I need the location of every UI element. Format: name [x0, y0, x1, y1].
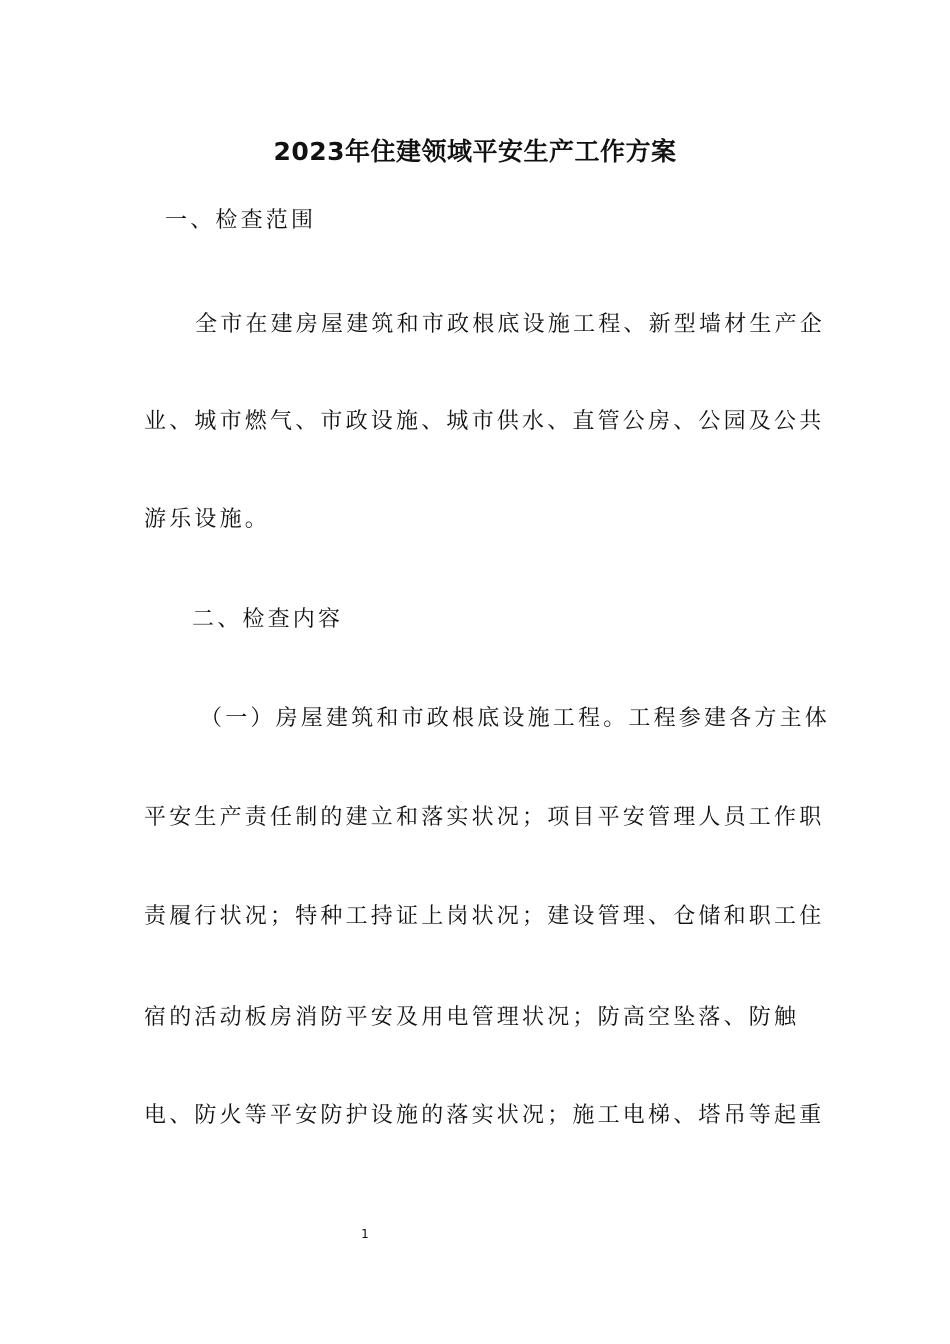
section-heading: 一、检查范围 — [165, 208, 317, 233]
page-number: 1 — [361, 1227, 369, 1241]
paragraph-line: 游乐设施。 — [144, 507, 271, 532]
paragraph-line: 业、城市燃气、市政设施、城市供水、直管公房、公园及公共 — [144, 409, 825, 434]
section-heading: 二、检查内容 — [192, 607, 344, 632]
paragraph-line: （一）房屋建筑和市政根底设施工程。工程参建各方主体 — [200, 706, 831, 731]
paragraph-line: 宿的活动板房消防平安及用电管理状况；防高空坠落、防触 — [144, 1005, 800, 1030]
paragraph-line: 电、防火等平安防护设施的落实状况；施工电梯、塔吊等起重 — [144, 1103, 825, 1128]
paragraph-line: 平安生产责任制的建立和落实状况；项目平安管理人员工作职 — [144, 805, 825, 830]
paragraph-line: 责履行状况；特种工持证上岗状况；建设管理、仓储和职工住 — [144, 904, 825, 929]
paragraph-line: 全市在建房屋建筑和市政根底设施工程、新型墙材生产企 — [195, 312, 826, 337]
document-title: 2023年住建领域平安生产工作方案 — [273, 137, 677, 166]
